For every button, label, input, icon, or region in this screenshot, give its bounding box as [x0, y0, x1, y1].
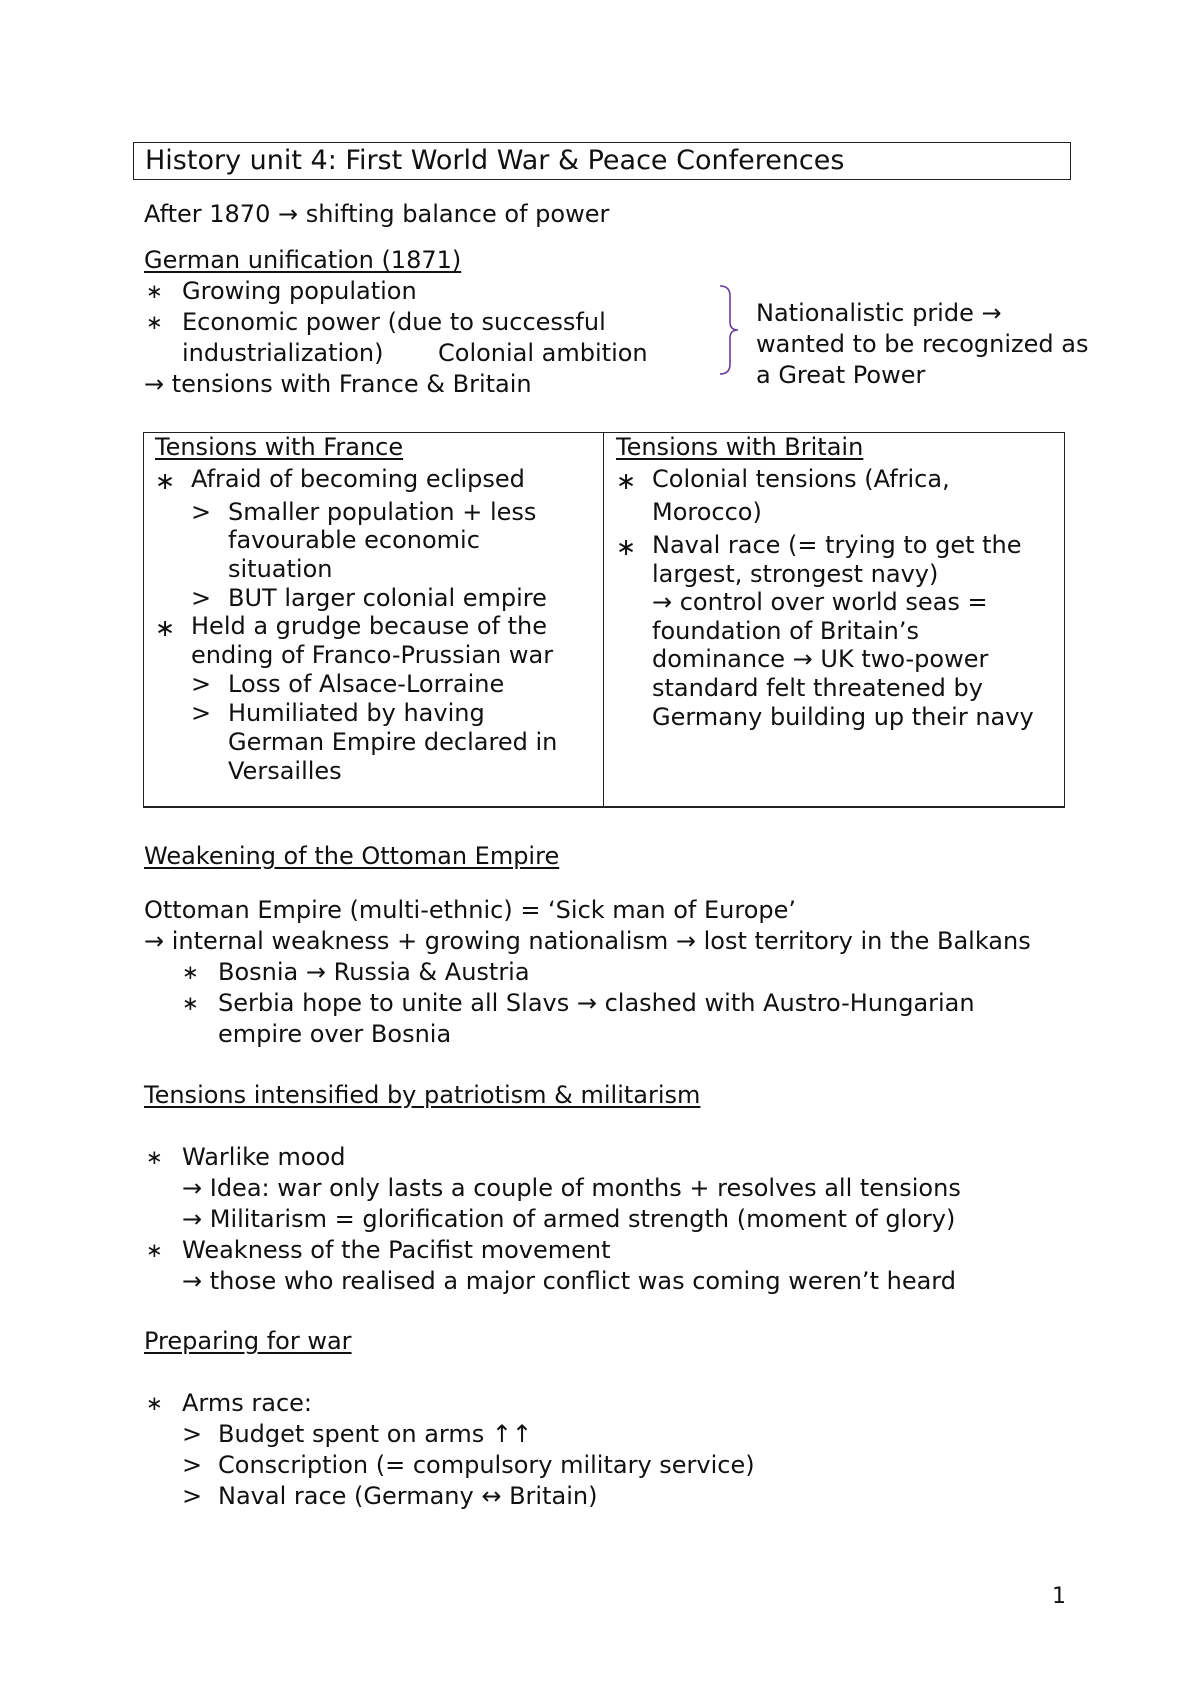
sub-bullet-icon: >: [191, 584, 212, 612]
table-divider: [603, 432, 604, 808]
brace-icon: [718, 284, 742, 376]
note-line: wanted to be recognized as: [756, 330, 1089, 358]
ottoman-line: → internal weakness + growing nationalism → lost territory in the Balkans: [144, 927, 1031, 955]
german-item: industrialization): [182, 339, 384, 367]
german-item: Growing population: [182, 277, 417, 305]
sub-bullet-icon: >: [191, 498, 212, 526]
bullet-icon: ∗: [616, 467, 637, 495]
bullet-icon: ∗: [155, 467, 176, 495]
ottoman-item: empire over Bosnia: [218, 1020, 452, 1048]
intro-line: After 1870 → shifting balance of power: [144, 200, 610, 228]
note-line: a Great Power: [756, 361, 926, 389]
bullet-icon: ∗: [155, 614, 176, 642]
bullet-icon: ∗: [146, 1391, 163, 1415]
sub-bullet-icon: >: [182, 1451, 203, 1479]
france-line: Versailles: [228, 757, 342, 785]
preparing-heading: Preparing for war: [144, 1327, 352, 1355]
german-conclusion: → tensions with France & Britain: [144, 370, 532, 398]
ottoman-heading: Weakening of the Ottoman Empire: [144, 842, 560, 870]
tensions-item: Weakness of the Pacifist movement: [182, 1236, 611, 1264]
title-box: [133, 142, 1071, 180]
sub-bullet-icon: >: [191, 699, 212, 727]
britain-line: Naval race (= trying to get the: [652, 531, 1022, 559]
tensions-heading: Tensions intensified by patriotism & militarism: [144, 1081, 701, 1109]
page-number: 1: [1052, 1584, 1066, 1609]
britain-line: foundation of Britain’s: [652, 617, 919, 645]
britain-line: Morocco): [652, 498, 762, 526]
france-heading: Tensions with France: [155, 433, 404, 461]
bullet-icon: ∗: [146, 279, 163, 303]
sub-bullet-icon: >: [191, 670, 212, 698]
france-line: BUT larger colonial empire: [228, 584, 547, 612]
bullet-icon: ∗: [182, 960, 199, 984]
note-line: Nationalistic pride →: [756, 299, 1002, 327]
tensions-item: → Idea: war only lasts a couple of months + resolves all tensions: [182, 1174, 961, 1202]
bullet-icon: ∗: [616, 533, 637, 561]
britain-heading: Tensions with Britain: [616, 433, 864, 461]
page-title: History unit 4: First World War & Peace Conferences: [145, 145, 845, 176]
france-line: situation: [228, 555, 333, 583]
britain-line: → control over world seas =: [652, 588, 988, 616]
britain-line: Germany building up their navy: [652, 703, 1034, 731]
tensions-item: Warlike mood: [182, 1143, 346, 1171]
german-heading: German unification (1871): [144, 246, 462, 274]
ottoman-item: Serbia hope to unite all Slavs → clashed with Austro-Hungarian: [218, 989, 975, 1017]
tensions-item: → Militarism = glorification of armed strength (moment of glory): [182, 1205, 956, 1233]
preparing-subitem: Conscription (= compulsory military service): [218, 1451, 755, 1479]
britain-line: dominance → UK two-power: [652, 645, 989, 673]
france-line: Loss of Alsace-Lorraine: [228, 670, 505, 698]
britain-line: standard felt threatened by: [652, 674, 983, 702]
france-line: favourable economic: [228, 526, 480, 554]
france-line: Humiliated by having: [228, 699, 485, 727]
tensions-item: → those who realised a major conflict was coming weren’t heard: [182, 1267, 956, 1295]
preparing-subitem: Budget spent on arms ↑↑: [218, 1420, 533, 1448]
britain-line: largest, strongest navy): [652, 560, 939, 588]
ottoman-line: Ottoman Empire (multi-ethnic) = ‘Sick man of Europe’: [144, 896, 797, 924]
britain-line: Colonial tensions (Africa,: [652, 465, 950, 493]
bullet-icon: ∗: [146, 1238, 163, 1262]
ottoman-item: Bosnia → Russia & Austria: [218, 958, 530, 986]
bullet-icon: ∗: [182, 991, 199, 1015]
sub-bullet-icon: >: [182, 1482, 203, 1510]
german-item: Economic power (due to successful: [182, 308, 606, 336]
france-line: Afraid of becoming eclipsed: [191, 465, 525, 493]
german-item: Colonial ambition: [438, 339, 648, 367]
preparing-subitem: Naval race (Germany ↔ Britain): [218, 1482, 598, 1510]
france-line: German Empire declared in: [228, 728, 558, 756]
preparing-item: Arms race:: [182, 1389, 312, 1417]
france-line: Smaller population + less: [228, 498, 537, 526]
bullet-icon: ∗: [146, 310, 163, 334]
france-line: Held a grudge because of the: [191, 612, 548, 640]
france-line: ending of Franco-Prussian war: [191, 641, 554, 669]
bullet-icon: ∗: [146, 1145, 163, 1169]
sub-bullet-icon: >: [182, 1420, 203, 1448]
